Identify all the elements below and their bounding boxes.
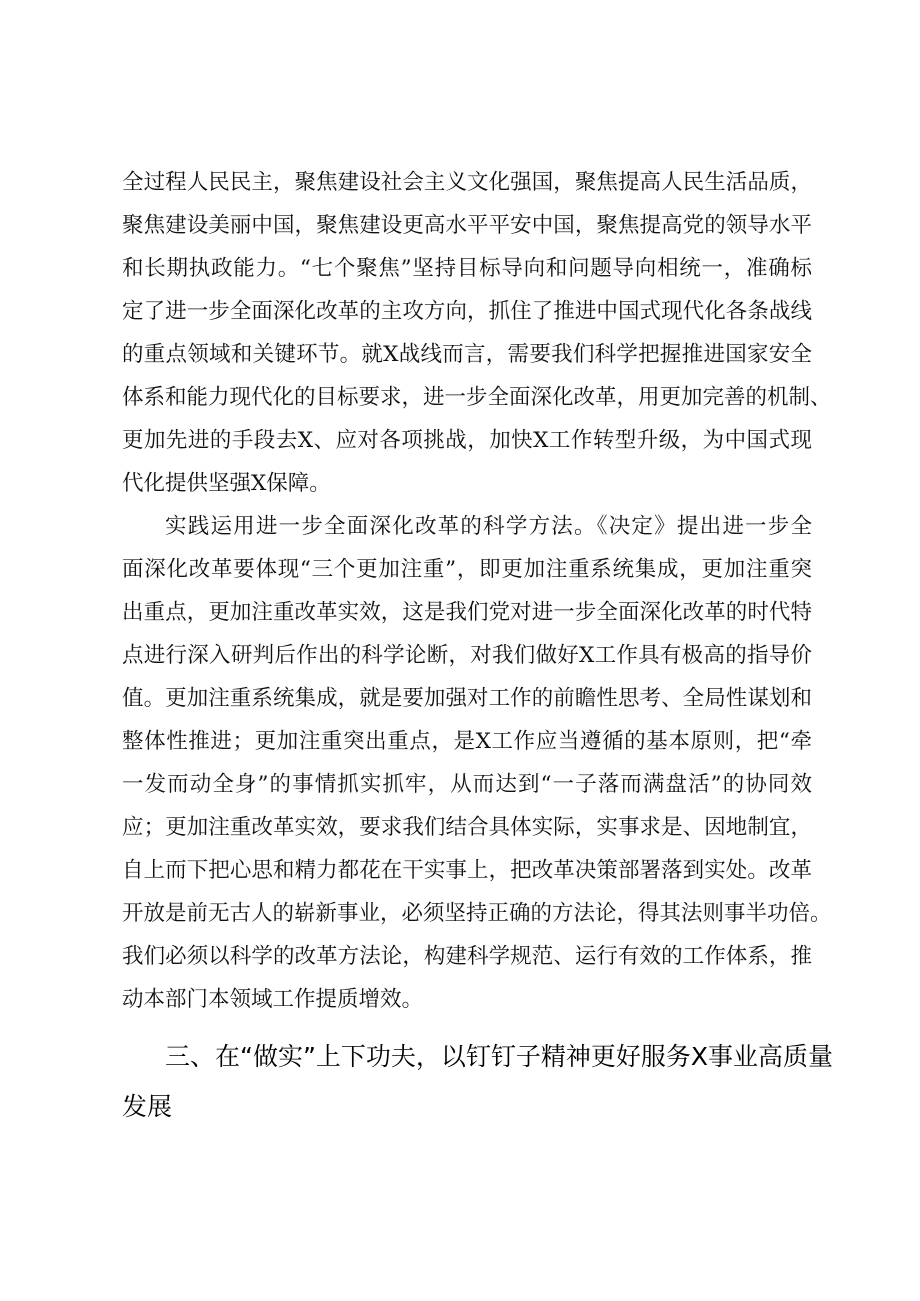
text-line: 值。更加注重系统集成，就是要加强对工作的前瞻性思考、全局性谋划和 bbox=[122, 686, 812, 711]
text-line: 整体性推进；更加注重突出重点，是X工作应当遵循的基本原则，把“牵 bbox=[122, 729, 812, 754]
text-line: 全过程人民民主，聚焦建设社会主义文化强国，聚焦提高人民生活品质， bbox=[122, 170, 812, 195]
text-line: 我们必须以科学的改革方法论，构建科学规范、运行有效的工作体系，推 bbox=[122, 944, 812, 969]
text-line: 定了进一步全面深化改革的主攻方向，抓住了推进中国式现代化各条战线 bbox=[122, 299, 812, 324]
heading-line: 三、在“做实”上下功夫，以钉钉子精神更好服务X事业高质量 bbox=[165, 1042, 834, 1071]
text-line: 点进行深入研判后作出的科学论断，对我们做好X工作具有极高的指导价 bbox=[122, 643, 812, 668]
heading-line: 发展 bbox=[122, 1092, 173, 1121]
text-line: 体系和能力现代化的目标要求，进一步全面深化改革，用更加完善的机制、 bbox=[122, 385, 832, 410]
text-line: 动本部门本领域工作提质增效。 bbox=[122, 987, 424, 1012]
text-line: 应；更加注重改革实效，要求我们结合具体实际，实事求是、因地制宜， bbox=[122, 815, 812, 840]
text-line: 开放是前无古人的崭新事业，必须坚持正确的方法论，得其法则事半功倍。 bbox=[122, 901, 832, 926]
text-line: 一发而动全身”的事情抓实抓牢，从而达到“一子落而满盘活”的协同效 bbox=[122, 772, 812, 797]
text-line: 面深化改革要体现“三个更加注重”，即更加注重系统集成，更加注重突 bbox=[122, 557, 812, 582]
text-line: 实践运用进一步全面深化改革的科学方法。《决定》提出进一步全 bbox=[165, 514, 812, 539]
text-line: 自上而下把心思和精力都花在干实事上，把改革决策部署落到实处。改革 bbox=[122, 858, 812, 883]
text-line: 聚焦建设美丽中国，聚焦建设更高水平平安中国，聚焦提高党的领导水平 bbox=[122, 213, 812, 238]
text-line: 的重点领域和关键环节。就X战线而言，需要我们科学把握推进国家安全 bbox=[122, 342, 812, 367]
text-line: 出重点，更加注重改革实效，这是我们党对进一步全面深化改革的时代特 bbox=[122, 600, 812, 625]
text-line: 和长期执政能力。“七个聚焦”坚持目标导向和问题导向相统一，准确标 bbox=[122, 256, 812, 281]
text-line: 更加先进的手段去X、应对各项挑战，加快X工作转型升级，为中国式现 bbox=[122, 428, 812, 453]
text-line: 代化提供坚强X保障。 bbox=[122, 471, 331, 496]
